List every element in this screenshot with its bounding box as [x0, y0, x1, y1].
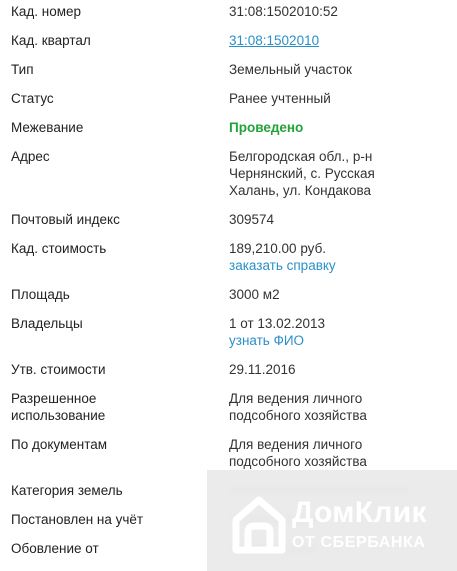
label-registered: Постановлен на учёт: [11, 512, 144, 527]
label-address: Адрес: [11, 149, 50, 164]
cadastral-value-amount: 189,210.00 руб.: [229, 241, 327, 256]
label-postal-code: Почтовый индекс: [11, 212, 120, 227]
value-status: Ранее учтенный: [229, 91, 331, 106]
value-by-documents: [229, 436, 449, 470]
label-area: Площадь: [11, 287, 70, 302]
label-type: Тип: [11, 62, 34, 77]
value-address: [229, 148, 449, 199]
address-line: Чернянский, с. Русская: [229, 166, 375, 181]
label-cadastral-number: Кад. номер: [11, 4, 82, 19]
by-documents-line: подсобного хозяйства: [229, 454, 367, 469]
label-permitted-use: [11, 390, 105, 424]
label-by-documents: По документам: [11, 437, 108, 452]
value-approved-value: 29.11.2016: [229, 362, 296, 377]
label-survey: Межевание: [11, 120, 84, 135]
value-cadastral-value: [229, 240, 449, 274]
label-owners: Владельцы: [11, 316, 83, 331]
by-documents-line: Для ведения личного: [229, 437, 363, 452]
value-type: Земельный участок: [229, 62, 352, 77]
order-certificate-link[interactable]: заказать справку: [229, 258, 336, 273]
value-permitted-use: [229, 390, 449, 424]
value-postal-code: 309574: [229, 212, 275, 227]
domclick-watermark: [222, 492, 457, 562]
value-area: 3000 м2: [229, 287, 280, 302]
label-cadastral-quarter: Кад. квартал: [11, 33, 91, 48]
value-cadastral-number: 31:08:1502010:52: [229, 4, 338, 19]
house-logo-icon: [232, 496, 286, 554]
watermark-subtitle: ОТ СБЕРБАНКА: [292, 534, 426, 551]
owners-count: 1 от 13.02.2013: [229, 316, 325, 331]
value-cadastral-quarter: [229, 32, 449, 49]
permitted-use-label-line: использование: [11, 408, 106, 423]
label-status: Статус: [11, 91, 54, 106]
label-cadastral-value: Кад. стоимость: [11, 241, 107, 256]
label-land-category: Категория земель: [11, 483, 123, 498]
value-owners: [229, 315, 449, 349]
label-approved-value: Утв. стоимости: [11, 362, 106, 377]
label-updated: Обовление от: [11, 541, 99, 556]
find-owner-name-link[interactable]: узнать ФИО: [229, 333, 305, 348]
value-survey-status: Проведено: [229, 120, 304, 135]
permitted-use-line: Для ведения личного: [229, 391, 363, 406]
address-line: Халань, ул. Кондакова: [229, 183, 372, 198]
cadastral-quarter-link[interactable]: 31:08:1502010: [229, 33, 320, 48]
permitted-use-line: подсобного хозяйства: [229, 408, 367, 423]
watermark-brand: ДомКлик: [292, 496, 427, 529]
address-line: Белгородская обл., р-н: [229, 149, 373, 164]
permitted-use-label-line: Разрешенное: [11, 391, 97, 406]
